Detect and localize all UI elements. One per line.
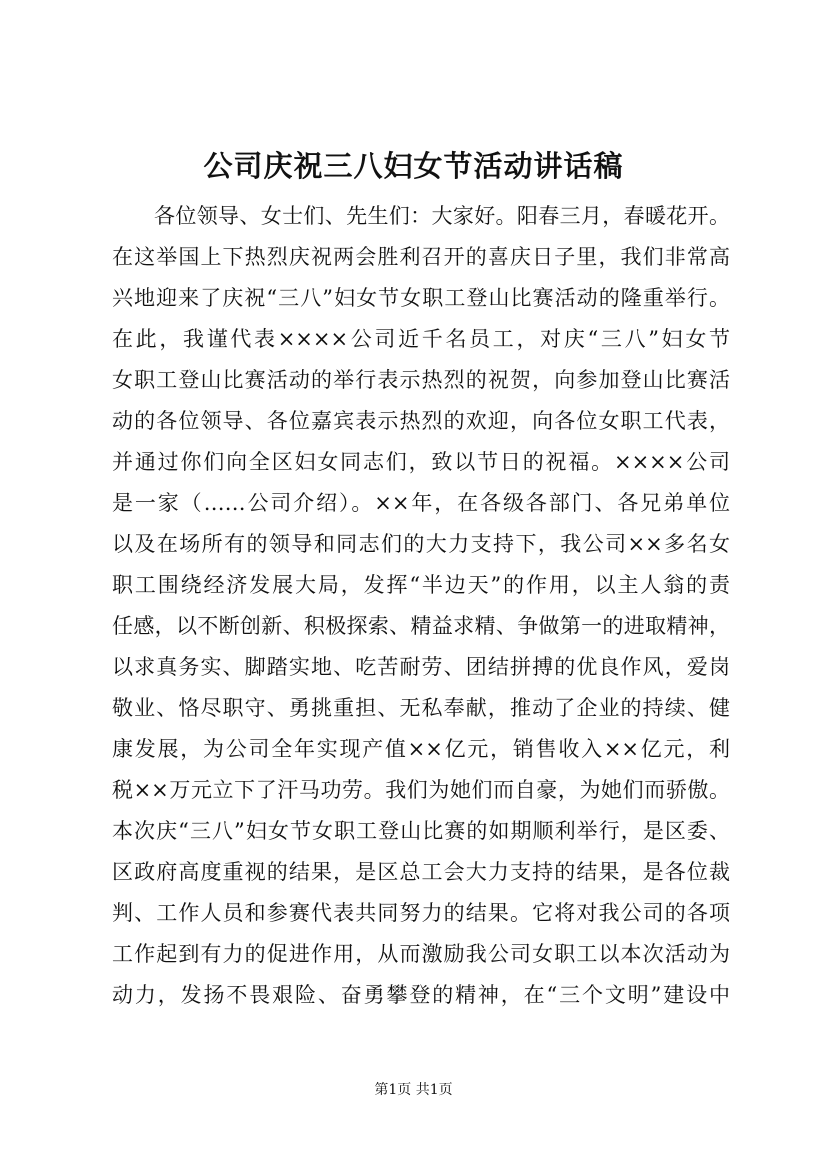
body-line: 是一家（……公司介绍）。××年，在各级各部门、各兄弟单位: [112, 491, 730, 515]
body-line: 任感，以不断创新、积极探索、精益求精、争做第一的进取精神，: [112, 614, 730, 638]
body-line: 以求真务实、脚踏实地、吃苦耐劳、团结拼搏的优良作风，爱岗: [112, 655, 730, 679]
body-line: 女职工登山比赛活动的举行表示热烈的祝贺，向参加登山比赛活: [112, 368, 730, 392]
body-line: 在这举国上下热烈庆祝两会胜利召开的喜庆日子里，我们非常高: [112, 245, 730, 269]
body-line: 动力，发扬不畏艰险、奋勇攀登的精神，在“三个文明”建设中: [112, 983, 730, 1007]
body-line: 本次庆“三八”妇女节女职工登山比赛的如期顺利举行，是区委、: [112, 819, 730, 843]
body-line: 各位领导、女士们、先生们：大家好。阳春三月，春暖花开。: [154, 204, 730, 228]
body-line: 并通过你们向全区妇女同志们，致以节日的祝福。××××公司: [112, 450, 730, 474]
document-title: 公司庆祝三八妇女节活动讲话稿: [203, 149, 624, 183]
body-line: 兴地迎来了庆祝“三八”妇女节女职工登山比赛活动的隆重举行。: [112, 286, 730, 310]
body-line: 敬业、恪尽职守、勇挑重担、无私奉献，推动了企业的持续、健: [112, 696, 730, 720]
body-line: 判、工作人员和参赛代表共同努力的结果。它将对我公司的各项: [112, 901, 730, 925]
body-line: 在此，我谨代表××××公司近千名员工，对庆“三八”妇女节: [112, 327, 730, 351]
page-number-footer: 第1页 共1页: [374, 1082, 453, 1098]
body-line: 康发展，为公司全年实现产值××亿元，销售收入××亿元，利: [112, 737, 730, 761]
body-line: 区政府高度重视的结果，是区总工会大力支持的结果，是各位裁: [112, 860, 730, 884]
body-line: 工作起到有力的促进作用，从而激励我公司女职工以本次活动为: [112, 942, 730, 966]
body-line: 职工围绕经济发展大局，发挥“半边天”的作用，以主人翁的责: [112, 573, 730, 597]
body-line: 税××万元立下了汗马功劳。我们为她们而自豪，为她们而骄傲。: [112, 778, 730, 802]
body-line: 以及在场所有的领导和同志们的大力支持下，我公司××多名女: [112, 532, 730, 556]
body-line: 动的各位领导、各位嘉宾表示热烈的欢迎，向各位女职工代表，: [112, 409, 730, 433]
